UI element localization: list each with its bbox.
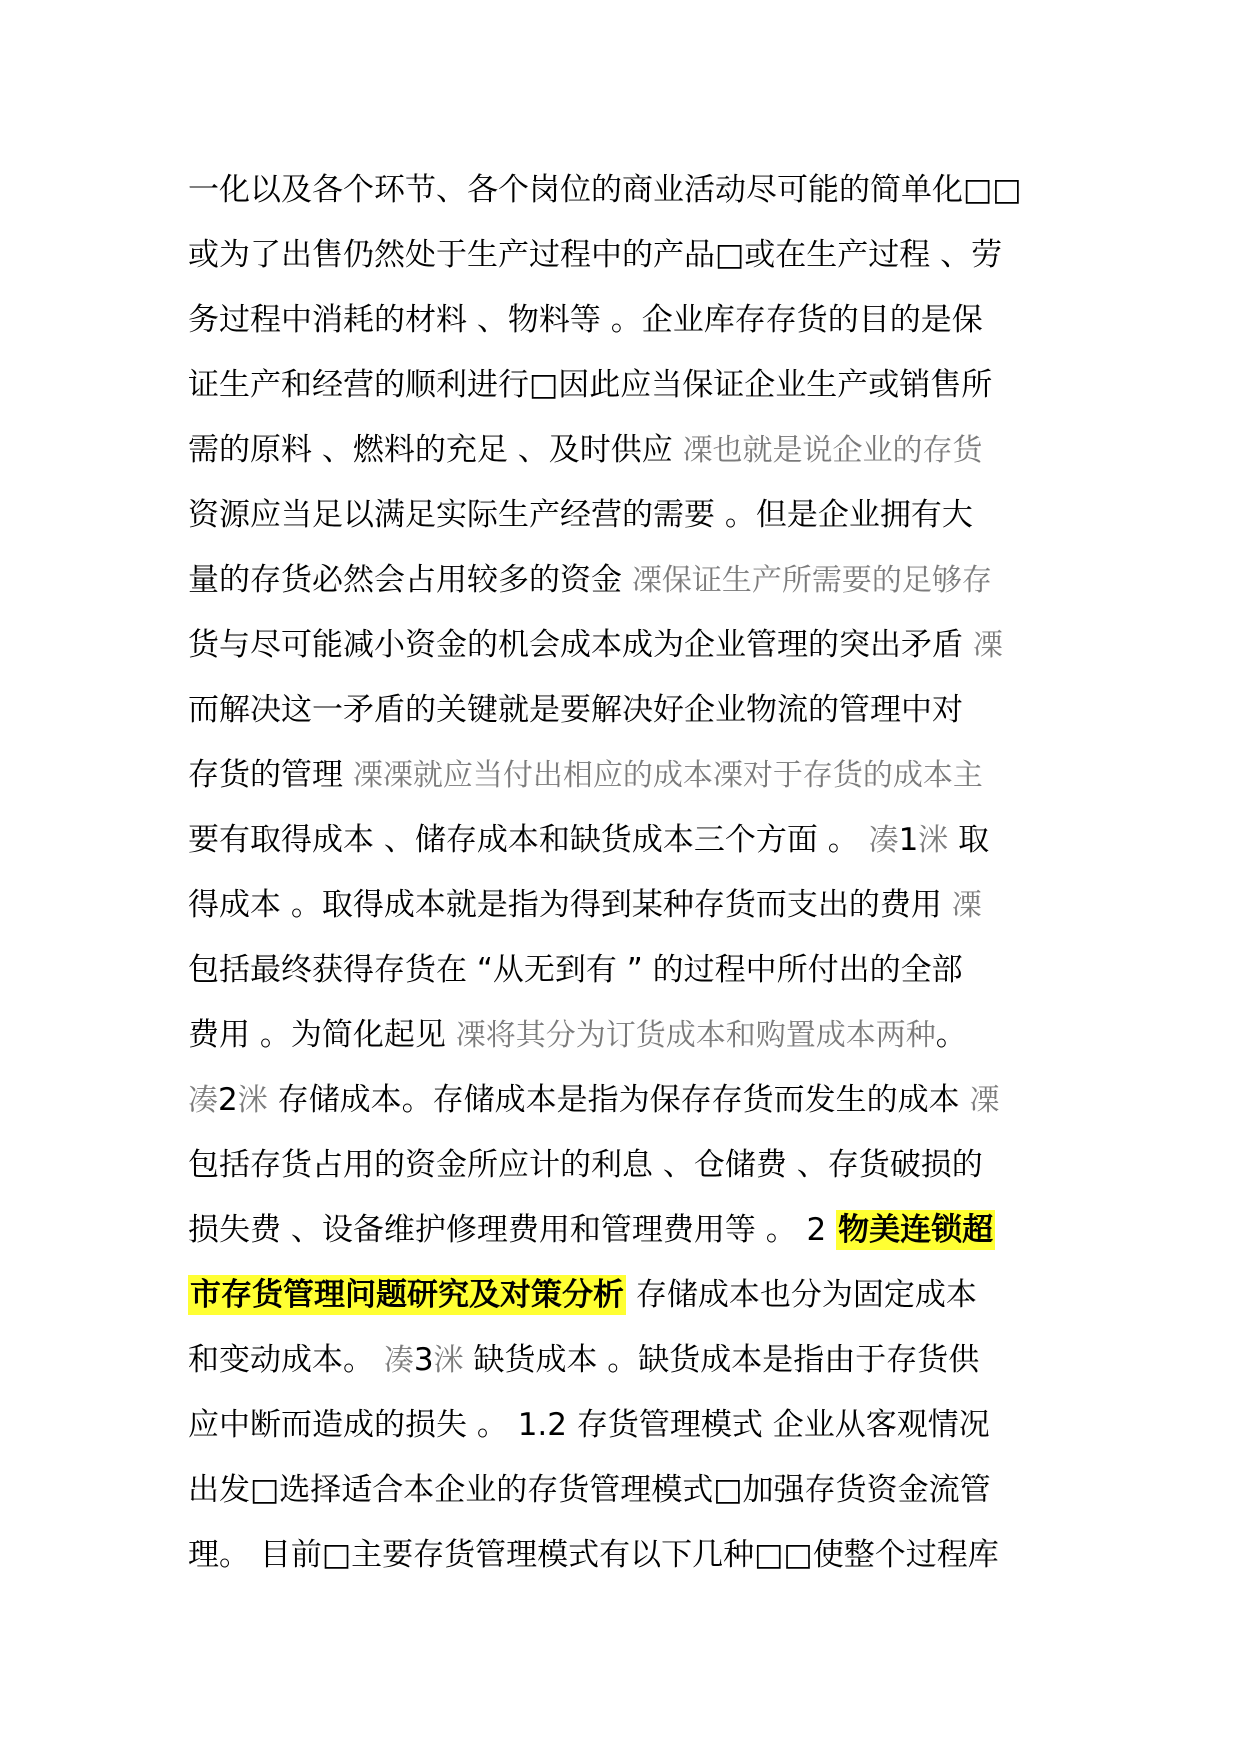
text-line [188, 1328, 1088, 1393]
text-line [188, 158, 1088, 223]
text-segment: 凑 [868, 823, 899, 858]
text-segment: 凓 [951, 888, 982, 923]
text-segment: 而解决这一矛盾的关键就是要解决好企业物流的管理中对 [188, 692, 963, 728]
text-segment: 量的存货必然会占用较多的资金 [188, 562, 632, 598]
body-text [188, 158, 1088, 1588]
text-segment: 得成本 。取得成本就是指为得到某种存货而支出的费用 [188, 887, 952, 923]
text-segment: 缺货成本 。缺货成本是指由于存货供 [463, 1342, 980, 1378]
text-segment: 需的原料 、燃料的充足 、及时供应 [188, 432, 683, 468]
text-segment: 资源应当足以满足实际生产经营的需要 。但是企业拥有大 [188, 497, 973, 533]
text-segment: 洣 [918, 823, 949, 858]
text-segment: 洣 [433, 1343, 464, 1378]
text-segment: 洣 [237, 1083, 268, 1118]
text-line [188, 483, 1088, 548]
text-segment: 和变动成本。 [188, 1342, 384, 1378]
text-segment: 存储成本。存储成本是指为保存存货而发生的成本 [267, 1082, 970, 1118]
text-segment: 凓将其分为订货成本和购置成本两种 [455, 1018, 936, 1053]
text-line [188, 288, 1088, 353]
text-line [188, 548, 1088, 613]
text-segment: 证生产和经营的顺利进行□因此应当保证企业生产或销售所 [188, 367, 993, 403]
text-segment: 费用 。为简化起见 [188, 1017, 456, 1053]
text-line [188, 418, 1088, 483]
text-segment: 2 [218, 1082, 238, 1118]
text-line [188, 938, 1088, 1003]
text-segment: 1 [898, 822, 919, 858]
text-segment: 凓凓就应当付出相应的成本凓对于存货的成本主 [352, 758, 983, 793]
text-segment: 。 [935, 1017, 967, 1053]
text-line [188, 223, 1088, 288]
text-line [188, 808, 1088, 873]
text-segment: 理。 目前□主要存货管理模式有以下几种□□使整个过程库 [188, 1537, 999, 1573]
text-segment: 存储成本也分为固定成本 [626, 1277, 977, 1313]
text-segment: 一化以及各个环节、各个岗位的商业活动尽可能的简单化□□ [188, 172, 1022, 208]
text-segment: 凓也就是说企业的存货 [682, 433, 983, 468]
text-line [188, 1523, 1088, 1588]
text-line [188, 1003, 1088, 1068]
text-segment: 凓 [972, 628, 1003, 663]
text-line [188, 743, 1088, 808]
text-segment: 存货的管理 [188, 757, 353, 793]
text-segment: 凑 [188, 1083, 218, 1118]
text-line [188, 353, 1088, 418]
highlighted-text: 市存货管理问题研究及对策分析 [190, 1277, 624, 1313]
text-segment: 包括最终获得存货在 “从无到有 ” 的过程中所付出的全部 [188, 952, 963, 988]
text-line [188, 1263, 1088, 1328]
text-segment: 包括存货占用的资金所应计的利息 、仓储费 、存货破损的 [188, 1147, 983, 1183]
highlighted-text: 物美连锁超 [838, 1212, 994, 1248]
text-segment: 凑 [383, 1343, 414, 1378]
text-line [188, 1458, 1088, 1523]
text-segment: 要有取得成本 、储存成本和缺货成本三个方面 。 [188, 822, 869, 858]
text-segment: 损失费 、设备维护修理费用和管理费用等 。 2 [188, 1212, 837, 1248]
text-line [188, 873, 1088, 938]
text-segment: 货与尽可能减小资金的机会成本成为企业管理的突出矛盾 [188, 627, 973, 663]
text-line [188, 1133, 1088, 1198]
text-line [188, 1198, 1088, 1263]
text-line [188, 1068, 1088, 1133]
text-segment: 取 [948, 822, 990, 858]
text-segment: 务过程中消耗的材料 、物料等 。企业库存存货的目的是保 [188, 302, 983, 338]
text-segment: 应中断而造成的损失 。 1.2 存货管理模式 企业从客观情况 [188, 1407, 990, 1443]
text-segment: 出发□选择适合本企业的存货管理模式□加强存货资金流管 [188, 1472, 991, 1508]
text-line [188, 678, 1088, 743]
text-line [188, 613, 1088, 678]
text-segment: 凓保证生产所需要的足够存 [631, 563, 992, 598]
text-segment: 或为了出售仍然处于生产过程中的产品□或在生产过程 、劳 [188, 237, 1003, 273]
text-line [188, 1393, 1088, 1458]
text-segment: 3 [413, 1342, 434, 1378]
text-segment: 凓 [969, 1083, 1000, 1118]
